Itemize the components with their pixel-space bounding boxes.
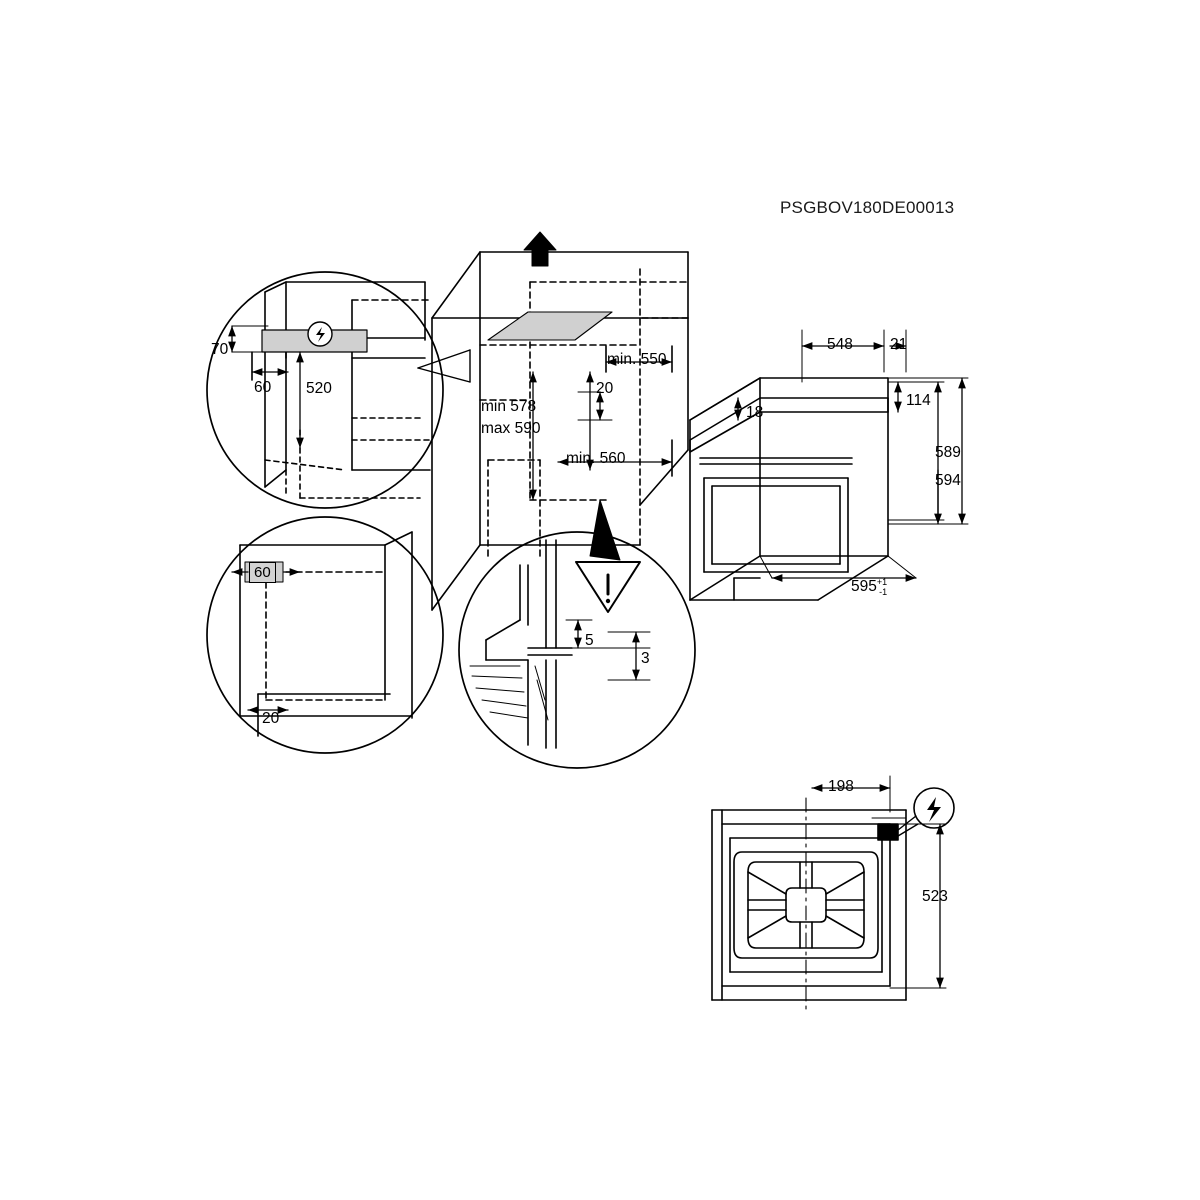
detail-circle-gap bbox=[459, 532, 695, 768]
oven-isometric-drawing bbox=[690, 330, 968, 600]
detail-circle-top-left bbox=[207, 272, 470, 508]
dimension-594: 594 bbox=[935, 472, 961, 489]
dimension-198: 198 bbox=[828, 778, 854, 795]
dimension-max-590: max 590 bbox=[481, 420, 541, 437]
drawing-code: PSGBOV180DE00013 bbox=[780, 198, 955, 217]
dimension-548: 548 bbox=[827, 336, 853, 353]
detail-circle-bottom-left bbox=[207, 517, 443, 753]
dimension-523: 523 bbox=[922, 888, 948, 905]
dimension-595-tol-plus: +1 bbox=[876, 576, 888, 587]
dimension-min-578: min 578 bbox=[481, 398, 537, 415]
dimension-595-value: 595 bbox=[851, 578, 877, 595]
dimension-114: 114 bbox=[906, 392, 931, 409]
dimension-min-560: min. 560 bbox=[566, 450, 626, 467]
dimension-520: 520 bbox=[306, 380, 332, 397]
dimension-70: 70 bbox=[211, 341, 229, 358]
dimension-589: 589 bbox=[935, 444, 961, 461]
cabinet-niche-drawing bbox=[432, 232, 688, 610]
dimension-18: 18 bbox=[746, 404, 764, 421]
dimension-20-bottom: 20 bbox=[262, 710, 280, 727]
dimension-60-boxed: 60 bbox=[249, 562, 276, 583]
dimension-60: 60 bbox=[254, 379, 272, 396]
dimension-21: 21 bbox=[890, 336, 908, 353]
dimension-595-tol-minus: -1 bbox=[879, 587, 888, 598]
dimension-5: 5 bbox=[585, 632, 594, 649]
dimension-595 bbox=[851, 578, 887, 596]
dimension-3: 3 bbox=[641, 650, 650, 667]
plan-view-drawing bbox=[712, 776, 954, 1010]
dimension-20-cabinet: 20 bbox=[596, 380, 614, 397]
dimension-min-550: min. 550 bbox=[607, 351, 667, 368]
